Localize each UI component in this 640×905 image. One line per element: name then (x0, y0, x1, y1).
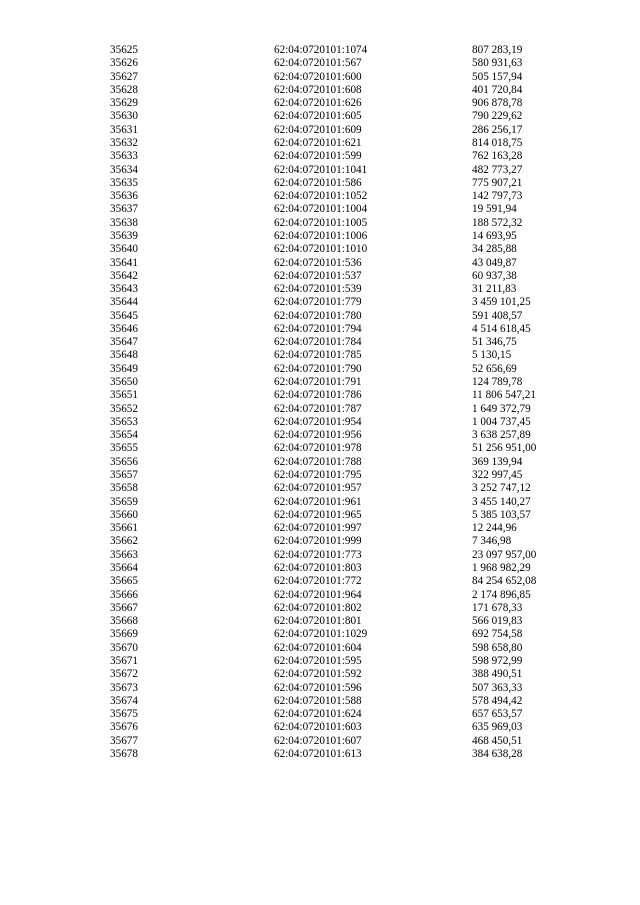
row-number: 35657 (110, 469, 138, 481)
row-number: 35645 (110, 309, 138, 322)
cadastral-number: 62:04:0720101:599 (274, 150, 362, 163)
cadastral-value: 34 285,88 (472, 243, 517, 256)
table-row (0, 257, 640, 270)
cadastral-value: 2 174 896,85 (472, 588, 531, 601)
cadastral-number: 62:04:0720101:773 (274, 548, 362, 561)
row-number: 35643 (110, 283, 138, 296)
row-number: 35639 (110, 229, 138, 242)
table-row (0, 296, 640, 309)
table-row (0, 217, 640, 230)
row-number: 35663 (110, 548, 138, 561)
cadastral-value: 3 252 747,12 (472, 482, 531, 495)
cadastral-number: 62:04:0720101:794 (274, 322, 362, 335)
row-number: 35629 (110, 97, 138, 110)
row-number: 35668 (110, 615, 138, 628)
cadastral-value: 591 408,57 (472, 309, 523, 322)
row-number: 35650 (110, 376, 138, 389)
cadastral-number: 62:04:0720101:999 (274, 535, 362, 548)
row-number: 35662 (110, 535, 138, 548)
row-number: 35669 (110, 628, 138, 641)
cadastral-number: 62:04:0720101:956 (274, 429, 362, 442)
cadastral-value: 401 720,84 (472, 83, 523, 96)
row-number: 35678 (110, 747, 138, 760)
table-row (0, 110, 640, 123)
row-number: 35674 (110, 694, 138, 707)
row-number: 35640 (110, 243, 138, 256)
table-row (0, 57, 640, 70)
row-number: 35672 (110, 668, 138, 681)
cadastral-number: 62:04:0720101:964 (274, 588, 362, 601)
cadastral-value: 31 211,83 (472, 283, 517, 296)
row-number: 35632 (110, 136, 138, 149)
table-row (0, 363, 640, 376)
table-row (0, 748, 640, 761)
cadastral-number: 62:04:0720101:604 (274, 641, 362, 654)
table-row (0, 323, 640, 336)
table-row (0, 243, 640, 256)
table-row (0, 336, 640, 349)
cadastral-number: 62:04:0720101:997 (274, 522, 362, 535)
cadastral-value: 762 163,28 (472, 150, 523, 163)
cadastral-value: 369 139,94 (472, 455, 523, 468)
cadastral-value: 598 658,80 (472, 641, 523, 654)
row-number: 35666 (110, 588, 138, 601)
cadastral-value: 11 806 547,21 (472, 389, 536, 402)
table-row (0, 442, 640, 455)
cadastral-value: 775 907,21 (472, 176, 523, 189)
cadastral-value: 171 678,33 (472, 601, 523, 614)
cadastral-value: 580 931,63 (472, 57, 523, 70)
cadastral-value: 5 385 103,57 (472, 508, 531, 521)
cadastral-number: 62:04:0720101:624 (274, 708, 362, 721)
table-row (0, 97, 640, 110)
cadastral-number: 62:04:0720101:965 (274, 508, 362, 521)
cadastral-value: 5 130,15 (472, 349, 512, 362)
table-row (0, 589, 640, 602)
table-row (0, 124, 640, 137)
cadastral-value: 578 494,42 (472, 694, 523, 707)
cadastral-number: 62:04:0720101:787 (274, 402, 362, 415)
table-row (0, 628, 640, 641)
table-row (0, 668, 640, 681)
cadastral-value: 505 157,94 (472, 70, 523, 83)
cadastral-number: 62:04:0720101:609 (274, 123, 362, 136)
row-number: 35656 (110, 455, 138, 468)
table-row (0, 403, 640, 416)
table-row (0, 44, 640, 57)
table-row (0, 496, 640, 509)
cadastral-value: 807 283,19 (472, 44, 523, 56)
cadastral-number: 62:04:0720101:1029 (274, 628, 368, 641)
table-row (0, 721, 640, 734)
table-row (0, 456, 640, 469)
row-number: 35658 (110, 482, 138, 495)
cadastral-number: 62:04:0720101:536 (274, 256, 362, 269)
cadastral-value: 1 968 982,29 (472, 561, 531, 574)
table-row (0, 602, 640, 615)
cadastral-number: 62:04:0720101:957 (274, 482, 362, 495)
table-row (0, 482, 640, 495)
cadastral-number: 62:04:0720101:613 (274, 747, 362, 760)
table-row (0, 549, 640, 562)
cadastral-value: 19 591,94 (472, 203, 517, 216)
cadastral-value: 692 754,58 (472, 628, 523, 641)
table-row (0, 84, 640, 97)
cadastral-value: 1 649 372,79 (472, 402, 531, 415)
row-number: 35676 (110, 721, 138, 734)
table-row (0, 150, 640, 163)
cadastral-value: 286 256,17 (472, 123, 523, 136)
cadastral-value: 52 656,69 (472, 362, 517, 375)
table-row (0, 562, 640, 575)
table-row (0, 708, 640, 721)
row-number: 35646 (110, 322, 138, 335)
table-row (0, 655, 640, 668)
cadastral-number: 62:04:0720101:803 (274, 561, 362, 574)
cadastral-number: 62:04:0720101:607 (274, 734, 362, 747)
table-row (0, 575, 640, 588)
cadastral-number: 62:04:0720101:596 (274, 681, 362, 694)
cadastral-number: 62:04:0720101:588 (274, 694, 362, 707)
table-row (0, 71, 640, 84)
cadastral-number: 62:04:0720101:626 (274, 97, 362, 110)
cadastral-number: 62:04:0720101:1041 (274, 163, 368, 176)
table-row (0, 615, 640, 628)
row-number: 35648 (110, 349, 138, 362)
cadastral-number: 62:04:0720101:802 (274, 601, 362, 614)
cadastral-number: 62:04:0720101:1005 (274, 216, 368, 229)
cadastral-value: 3 455 140,27 (472, 495, 531, 508)
row-number: 35670 (110, 641, 138, 654)
cadastral-number: 62:04:0720101:1010 (274, 243, 368, 256)
table-row (0, 177, 640, 190)
cadastral-value: 384 638,28 (472, 747, 523, 760)
table-row (0, 389, 640, 402)
row-number: 35673 (110, 681, 138, 694)
cadastral-value: 14 693,95 (472, 229, 517, 242)
cadastral-number: 62:04:0720101:785 (274, 349, 362, 362)
cadastral-value: 124 789,78 (472, 376, 523, 389)
row-number: 35636 (110, 190, 138, 203)
cadastral-number: 62:04:0720101:603 (274, 721, 362, 734)
row-number: 35655 (110, 442, 138, 455)
cadastral-value: 43 049,87 (472, 256, 517, 269)
row-number: 35647 (110, 336, 138, 349)
table-row (0, 310, 640, 323)
row-number: 35659 (110, 495, 138, 508)
row-number: 35677 (110, 734, 138, 747)
cadastral-value: 23 097 957,00 (472, 548, 537, 561)
cadastral-value: 468 450,51 (472, 734, 523, 747)
cadastral-value: 3 638 257,89 (472, 429, 531, 442)
row-number: 35675 (110, 708, 138, 721)
cadastral-number: 62:04:0720101:801 (274, 615, 362, 628)
table-row (0, 469, 640, 482)
cadastral-value: 657 653,57 (472, 708, 523, 721)
cadastral-value: 388 490,51 (472, 668, 523, 681)
cadastral-number: 62:04:0720101:592 (274, 668, 362, 681)
cadastral-value: 84 254 652,08 (472, 575, 537, 588)
cadastral-value: 790 229,62 (472, 110, 523, 123)
table-row (0, 203, 640, 216)
cadastral-value: 7 346,98 (472, 535, 512, 548)
row-number: 35642 (110, 269, 138, 282)
table-row (0, 270, 640, 283)
row-number: 35627 (110, 70, 138, 83)
cadastral-number: 62:04:0720101:779 (274, 296, 362, 309)
cadastral-number: 62:04:0720101:586 (274, 176, 362, 189)
cadastral-number: 62:04:0720101:978 (274, 442, 362, 455)
cadastral-value: 566 019,83 (472, 615, 523, 628)
cadastral-number: 62:04:0720101:961 (274, 495, 362, 508)
table-row (0, 137, 640, 150)
table-row (0, 376, 640, 389)
cadastral-number: 62:04:0720101:772 (274, 575, 362, 588)
row-number: 35661 (110, 522, 138, 535)
cadastral-value: 188 572,32 (472, 216, 523, 229)
row-number: 35633 (110, 150, 138, 163)
row-number: 35651 (110, 389, 138, 402)
row-number: 35634 (110, 163, 138, 176)
cadastral-value: 322 997,45 (472, 469, 523, 481)
table-row (0, 349, 640, 362)
cadastral-value-table (0, 44, 640, 761)
cadastral-value: 507 363,33 (472, 681, 523, 694)
cadastral-value: 482 773,27 (472, 163, 523, 176)
table-row (0, 695, 640, 708)
row-number: 35667 (110, 601, 138, 614)
row-number: 35665 (110, 575, 138, 588)
cadastral-number: 62:04:0720101:795 (274, 469, 362, 481)
row-number: 35626 (110, 57, 138, 70)
row-number: 35653 (110, 415, 138, 428)
cadastral-number: 62:04:0720101:608 (274, 83, 362, 96)
cadastral-number: 62:04:0720101:784 (274, 336, 362, 349)
cadastral-number: 62:04:0720101:567 (274, 57, 362, 70)
cadastral-number: 62:04:0720101:1052 (274, 190, 368, 203)
cadastral-number: 62:04:0720101:537 (274, 269, 362, 282)
row-number: 35628 (110, 83, 138, 96)
cadastral-number: 62:04:0720101:791 (274, 376, 362, 389)
row-number: 35660 (110, 508, 138, 521)
cadastral-number: 62:04:0720101:600 (274, 70, 362, 83)
table-row (0, 682, 640, 695)
cadastral-value: 598 972,99 (472, 654, 523, 667)
cadastral-value: 142 797,73 (472, 190, 523, 203)
cadastral-value: 51 346,75 (472, 336, 517, 349)
row-number: 35638 (110, 216, 138, 229)
row-number: 35664 (110, 561, 138, 574)
table-row (0, 509, 640, 522)
cadastral-number: 62:04:0720101:605 (274, 110, 362, 123)
cadastral-number: 62:04:0720101:954 (274, 415, 362, 428)
cadastral-number: 62:04:0720101:786 (274, 389, 362, 402)
table-row (0, 230, 640, 243)
row-number: 35637 (110, 203, 138, 216)
table-row (0, 164, 640, 177)
cadastral-number: 62:04:0720101:788 (274, 455, 362, 468)
cadastral-number: 62:04:0720101:595 (274, 654, 362, 667)
table-row (0, 535, 640, 548)
row-number: 35631 (110, 123, 138, 136)
row-number: 35635 (110, 176, 138, 189)
cadastral-number: 62:04:0720101:621 (274, 136, 362, 149)
cadastral-value: 3 459 101,25 (472, 296, 531, 309)
table-row (0, 190, 640, 203)
cadastral-number: 62:04:0720101:1006 (274, 229, 368, 242)
table-row (0, 735, 640, 748)
table-row (0, 283, 640, 296)
row-number: 35671 (110, 654, 138, 667)
cadastral-value: 635 969,03 (472, 721, 523, 734)
cadastral-number: 62:04:0720101:1004 (274, 203, 368, 216)
table-row (0, 416, 640, 429)
table-row (0, 642, 640, 655)
cadastral-value: 1 004 737,45 (472, 415, 531, 428)
row-number: 35625 (110, 44, 138, 56)
row-number: 35644 (110, 296, 138, 309)
cadastral-number: 62:04:0720101:1074 (274, 44, 368, 56)
cadastral-value: 814 018,75 (472, 136, 523, 149)
row-number: 35641 (110, 256, 138, 269)
cadastral-number: 62:04:0720101:780 (274, 309, 362, 322)
row-number: 35654 (110, 429, 138, 442)
table-row (0, 429, 640, 442)
cadastral-number: 62:04:0720101:790 (274, 362, 362, 375)
cadastral-value: 4 514 618,45 (472, 322, 531, 335)
row-number: 35649 (110, 362, 138, 375)
table-row (0, 522, 640, 535)
row-number: 35652 (110, 402, 138, 415)
cadastral-number: 62:04:0720101:539 (274, 283, 362, 296)
cadastral-value: 12 244,96 (472, 522, 517, 535)
row-number: 35630 (110, 110, 138, 123)
cadastral-value: 60 937,38 (472, 269, 517, 282)
cadastral-value: 51 256 951,00 (472, 442, 537, 455)
cadastral-value: 906 878,78 (472, 97, 523, 110)
